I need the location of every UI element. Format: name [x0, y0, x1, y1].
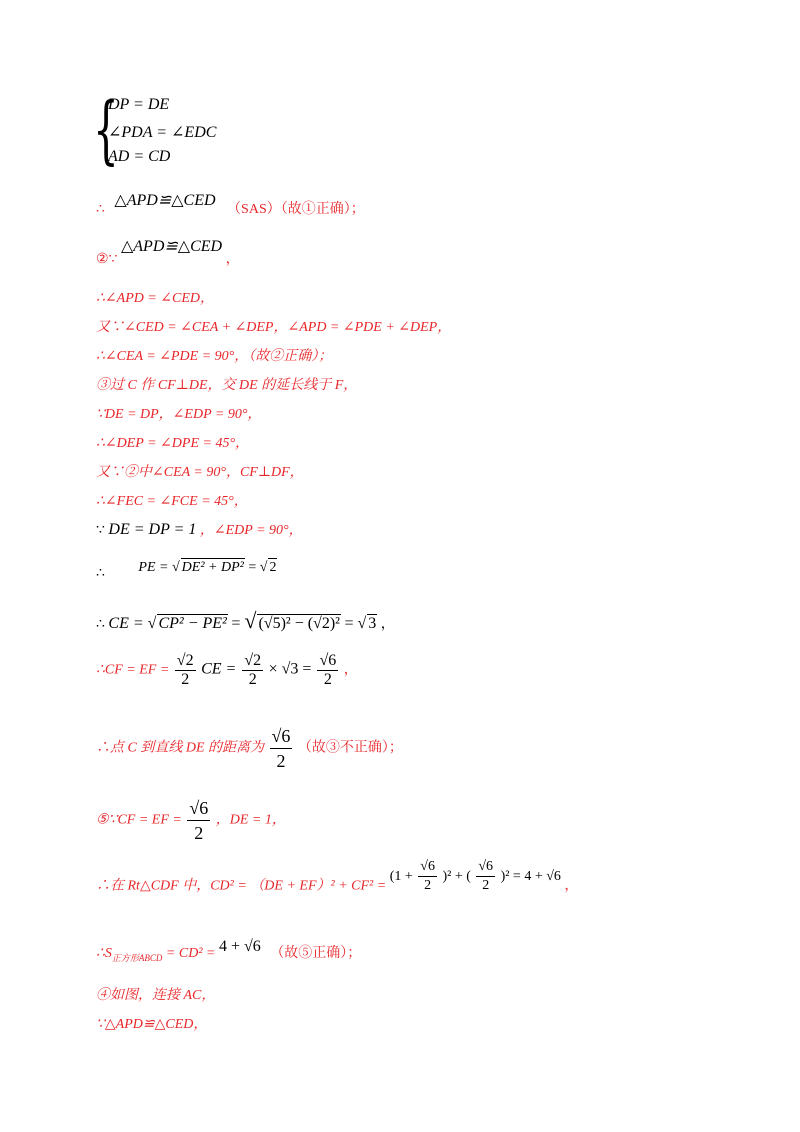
- suffix: ，: [380, 617, 395, 632]
- line-congruence-2: [96, 238, 240, 267]
- step-5-prefix: ⑤∵CF = EF =: [96, 812, 186, 828]
- because-symbol: ∵: [96, 523, 105, 538]
- area-subscript: 正方形ABCD: [111, 952, 163, 963]
- line-6: ③过 C 作 CF⊥DE，交 DE 的延长线于 F，: [96, 378, 358, 393]
- sqrt-sign-outer: √: [244, 608, 257, 633]
- line-12: [96, 558, 277, 581]
- equals-2: =: [344, 615, 358, 632]
- left-brace: {: [93, 87, 119, 173]
- area-prefix: ∴S: [96, 946, 112, 961]
- radicand-3: 3: [368, 615, 377, 632]
- line-3: ∴∠APD = ∠CED，: [96, 291, 215, 306]
- congruence-reason: （SAS）（故①正确）；: [227, 202, 365, 217]
- radicand: DE² + DP²: [181, 560, 244, 575]
- line-15: [96, 724, 403, 773]
- line-11-suffix: ，∠EDP = 90°，: [199, 523, 303, 538]
- cd-squared-prefix: ∴在 Rt△CDF 中，CD² = （DE + EF）² + CF² =: [96, 878, 390, 894]
- expr-part-3: )² = 4 + √6: [500, 868, 561, 884]
- fraction-cf: $\frac{√6}{2}$: [189, 798, 209, 843]
- fraction-b: $\frac{√6}{2}$: [478, 859, 494, 893]
- pe-label: PE =: [138, 560, 172, 575]
- suffix: ，: [343, 662, 358, 678]
- line-14: [96, 652, 358, 689]
- step-2-suffix: ，: [225, 252, 240, 267]
- congruence-expr-2: △APD≌△CED: [120, 238, 223, 255]
- step-5-suffix: ，DE = 1，: [215, 812, 286, 828]
- equals: =: [231, 615, 245, 632]
- line-11: [96, 521, 303, 540]
- sqrt-sign: √: [147, 615, 157, 632]
- line-18: [96, 938, 362, 967]
- inner-expr: (√5)² − (√2)²: [258, 615, 340, 632]
- line-8: ∴∠DEP = ∠DPE = 45°，: [96, 436, 250, 451]
- line-7: ∵DE = DP，∠EDP = 90°，: [96, 407, 262, 422]
- area-mid: = CD² =: [165, 946, 219, 961]
- congruence-expr: △APD≌△CED: [114, 192, 216, 209]
- fraction-distance: $\frac{√6}{2}$: [271, 726, 291, 771]
- step-2-prefix: ②∵: [96, 252, 118, 267]
- line-5: ∴∠CEA = ∠PDE = 90°，（故②正确）；: [96, 349, 333, 364]
- line-16: [96, 796, 286, 845]
- fraction-a: $\frac{√6}{2}$: [420, 859, 435, 893]
- radicand-2: 2: [269, 560, 277, 575]
- therefore-symbol: ∴: [96, 617, 105, 632]
- ce-mid: CE =: [201, 660, 241, 678]
- line-19: ④如图，连接 AC，: [96, 988, 216, 1003]
- expr-part-1: (1 +: [389, 868, 417, 884]
- times-expr: × √3 =: [268, 660, 316, 678]
- radicand: CP² − PE²: [158, 615, 227, 632]
- ce-label: CE =: [108, 615, 148, 632]
- area-reason: （故⑤正确）；: [270, 946, 362, 961]
- system-line-1: DP = DE: [108, 96, 170, 113]
- expr-part-2: )² + (: [442, 868, 471, 884]
- system-line-3: AD = CD: [108, 148, 171, 165]
- line-4: 又∵∠CED = ∠CEA + ∠DEP，∠APD = ∠PDE + ∠DEP，: [96, 320, 452, 335]
- distance-prefix: ∴点 C 到直线 DE 的距离为: [96, 740, 264, 756]
- sqrt-sign-3: √: [357, 615, 367, 632]
- de-dp-expr: DE = DP = 1: [108, 521, 197, 538]
- distance-reason: （故③不正确）；: [297, 740, 403, 756]
- line-10: ∴∠FEC = ∠FCE = 45°，: [96, 494, 248, 509]
- fraction-1: $\frac{√2}{2}$: [176, 652, 194, 688]
- line-20: ∵△APD≌△CED，: [96, 1017, 208, 1032]
- equals: =: [248, 560, 260, 575]
- line-13: [96, 608, 395, 634]
- area-value: 4 + √6: [218, 938, 261, 955]
- sqrt-sign-2: √: [259, 560, 268, 575]
- line-congruence-1: [96, 192, 365, 217]
- line-9: 又∵②中∠CEA = 90°，CF⊥DF，: [96, 465, 304, 480]
- line-17: [96, 859, 579, 905]
- system-line-2: ∠PDA = ∠EDC: [108, 124, 217, 141]
- therefore-symbol: ∴: [96, 566, 105, 581]
- sqrt-sign: √: [171, 560, 180, 575]
- fraction-2: $\frac{√2}{2}$: [244, 652, 262, 688]
- suffix: ，: [564, 878, 579, 894]
- fraction-3: $\frac{√6}{2}$: [319, 652, 337, 688]
- therefore-symbol: ∴: [96, 202, 105, 217]
- cf-ef-prefix: ∴CF = EF =: [96, 662, 173, 678]
